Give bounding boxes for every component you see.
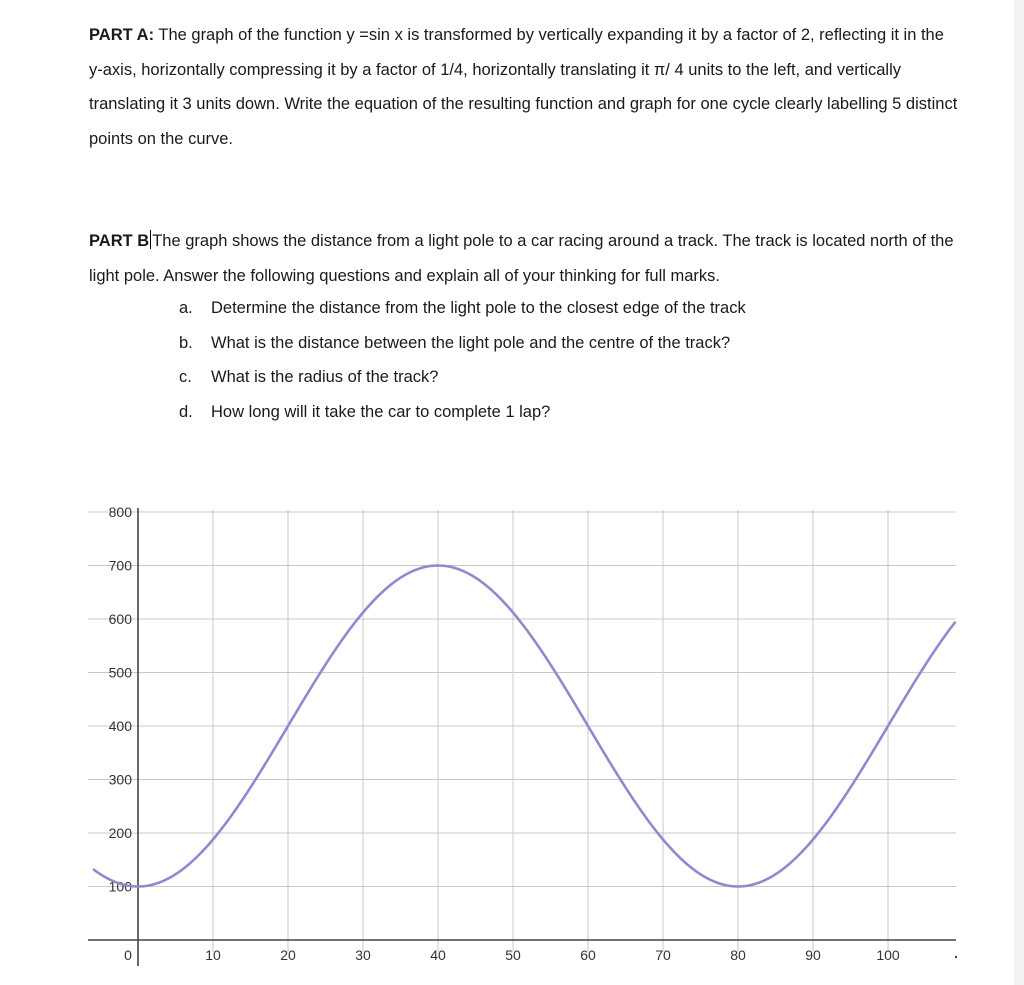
list-item xyxy=(179,360,746,395)
list-item xyxy=(179,291,746,326)
part-b-heading: PART B xyxy=(89,232,150,250)
question-letter: d. xyxy=(179,402,193,421)
distance-chart xyxy=(0,490,1014,985)
x-tick-label: 10 xyxy=(205,947,221,963)
x-tick-label: 90 xyxy=(805,947,821,963)
x-tick-label: 70 xyxy=(655,947,671,963)
x-tick-label: 30 xyxy=(355,947,371,963)
question-letter: b. xyxy=(179,333,193,352)
part-b-text: The graph shows the distance from a light pole to a car racing around a track. The track is located north of the light pole. Answer the following questions and explain all of your thinking for full marks. xyxy=(89,232,954,285)
y-tick-label: 200 xyxy=(108,825,132,841)
x-tick-label: 20 xyxy=(280,947,296,963)
y-tick-label: 400 xyxy=(108,718,132,734)
list-item xyxy=(179,395,746,430)
x-tick-label: 100 xyxy=(876,947,900,963)
part-a-text: The graph of the function y =sin x is transformed by vertically expanding it by a factor of 2, reflecting it in the y-axis, horizontally compressing it by a factor of 1/4, horizontally translating it π/ 4 units to the left, and vertically translating it 3 units down. Write the equation of the resulting function and graph for one cycle clearly labelling 5 distinct points on the curve. xyxy=(89,26,958,148)
y-tick-label: 800 xyxy=(108,504,132,520)
y-tick-label: 300 xyxy=(108,771,132,788)
x-tick-label: 60 xyxy=(580,947,596,963)
question-list xyxy=(179,291,746,429)
x-tick-label: 80 xyxy=(730,947,746,963)
x-tick-label: 0 xyxy=(124,947,132,963)
x-tick-label: 50 xyxy=(505,947,521,963)
y-tick-label: 500 xyxy=(108,664,132,681)
question-text: What is the distance between the light pole and the centre of the track? xyxy=(211,333,731,352)
question-letter: c. xyxy=(179,368,192,386)
question-text: How long will it take the car to complete 1 lap? xyxy=(211,402,551,421)
x-axis-end-marker xyxy=(955,956,957,958)
y-tick-label: 600 xyxy=(108,611,132,627)
list-item xyxy=(179,326,746,361)
y-tick-label: 700 xyxy=(108,557,132,574)
question-letter: a. xyxy=(179,299,193,317)
part-b-paragraph xyxy=(89,224,959,293)
x-tick-label: 40 xyxy=(430,947,446,963)
y-tick-label: 100 xyxy=(108,878,132,895)
part-a-paragraph xyxy=(89,18,959,156)
question-text: Determine the distance from the light pole to the closest edge of the track xyxy=(211,299,746,317)
question-text: What is the radius of the track? xyxy=(211,368,439,386)
part-a-heading: PART A: xyxy=(89,26,155,44)
